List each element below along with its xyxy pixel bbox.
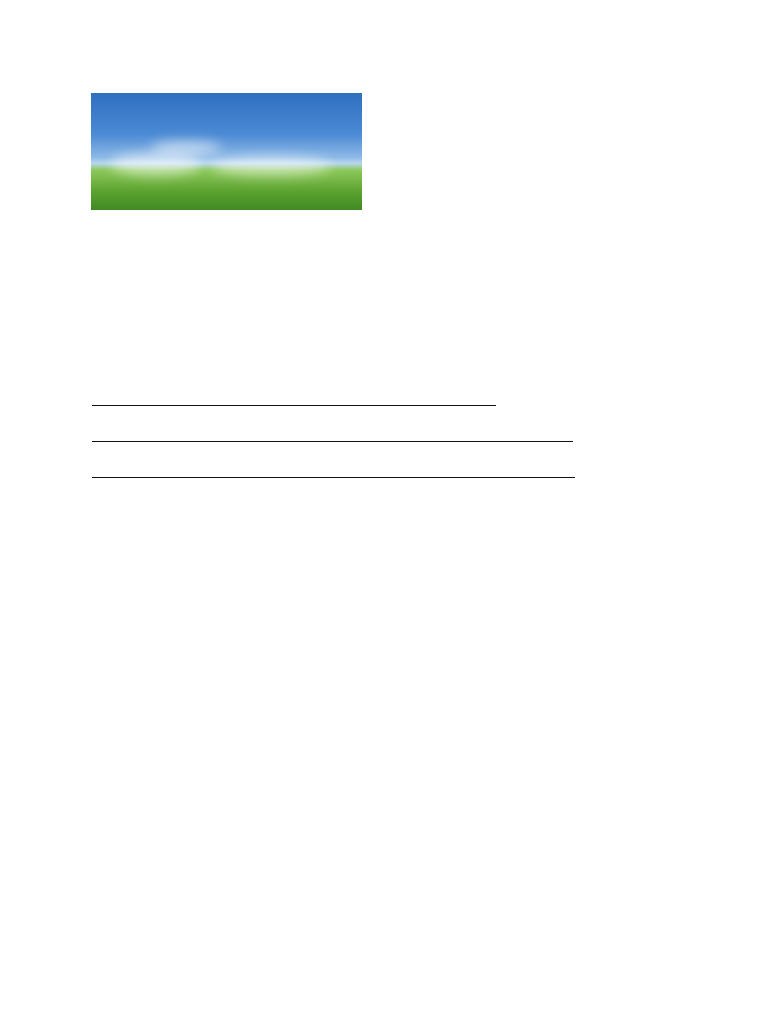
corporate-applicant-field[interactable] xyxy=(92,391,496,406)
contact-name-row xyxy=(91,422,573,442)
land-bank-logo xyxy=(91,93,362,210)
contact-name-field[interactable] xyxy=(92,427,573,442)
corporate-applicant-row xyxy=(91,386,496,406)
mailing-address-field[interactable] xyxy=(92,463,575,478)
mailing-address-row xyxy=(91,458,575,478)
